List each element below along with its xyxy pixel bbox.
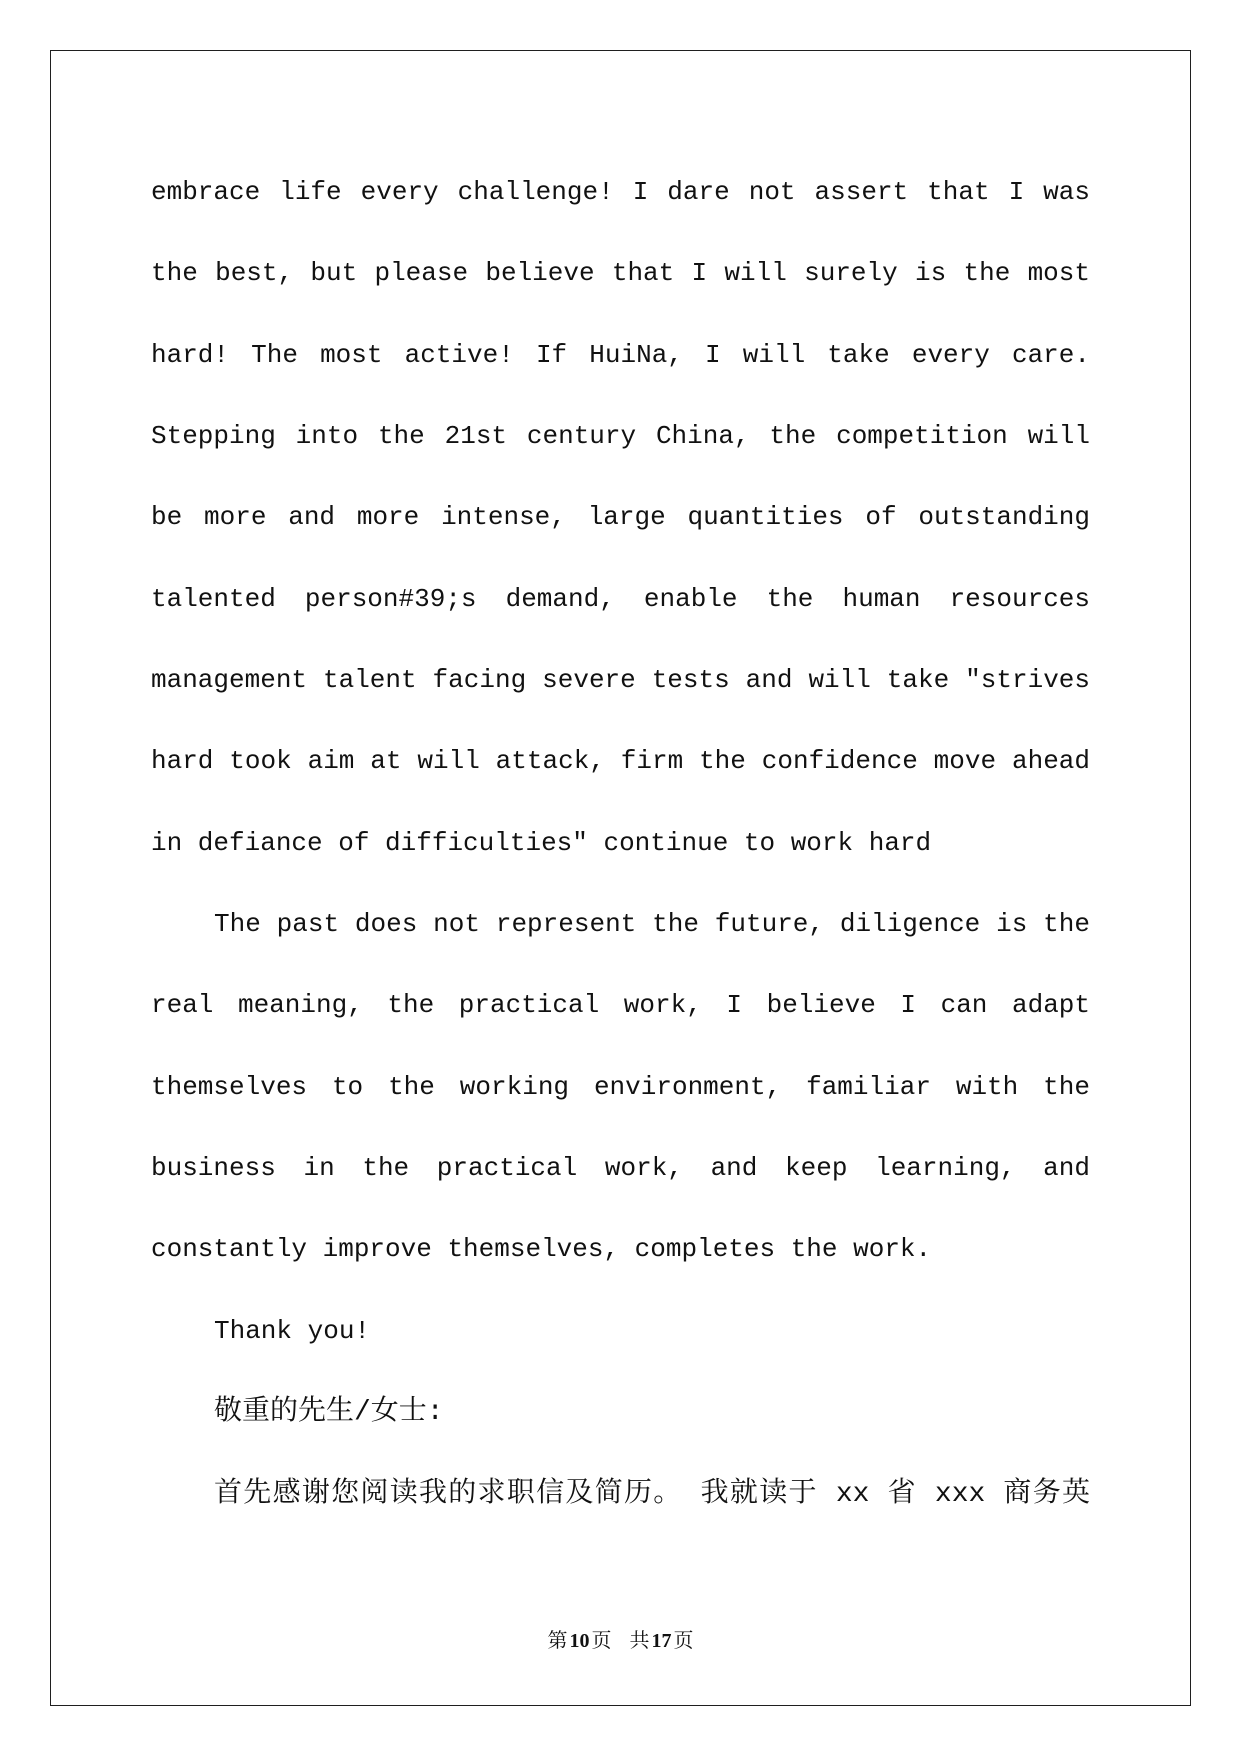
text-line: The past does not represent the future, diligence is the bbox=[214, 909, 1090, 940]
text-line: business in the practical work, and keep learning, and bbox=[151, 1153, 1090, 1184]
text-line: be more and more intense, large quantities of outstanding bbox=[151, 502, 1090, 533]
text-line: Stepping into the 21st century China, the competition will bbox=[151, 421, 1090, 452]
paragraph bbox=[151, 1454, 1090, 1535]
paragraph bbox=[151, 152, 1090, 884]
current-page-indicator bbox=[548, 1630, 612, 1652]
text-line: talented person#39;s demand, enable the human resources bbox=[151, 583, 1090, 614]
document-body bbox=[151, 152, 1090, 1535]
paragraph bbox=[151, 884, 1090, 1291]
text-line: real meaning, the practical work, I believe I can adapt bbox=[151, 990, 1090, 1021]
text-line: constantly improve themselves, completes the work. bbox=[151, 1234, 932, 1265]
text-line: in defiance of difficulties" continue to work hard bbox=[151, 827, 932, 858]
current-page-number: 10 bbox=[569, 1630, 590, 1652]
total-pages-number: 17 bbox=[651, 1630, 672, 1652]
paragraph bbox=[151, 1291, 1090, 1372]
text-line: hard took aim at will attack, firm the confidence move ahead bbox=[151, 746, 1090, 777]
total-pages-indicator bbox=[630, 1630, 694, 1652]
salutation-line: 敬重的先生/女士: bbox=[214, 1397, 444, 1429]
text-line: management talent facing severe tests and will take "strives bbox=[151, 665, 1090, 696]
total-pages-suffix: 页 bbox=[673, 1630, 694, 1652]
text-line: 首先感谢您阅读我的求职信及简历。 我就读于 xx 省 xxx 商务英 bbox=[214, 1478, 1090, 1510]
text-line: the best, but please believe that I will surely is the most bbox=[151, 258, 1090, 289]
text-line: embrace life every challenge! I dare not assert that I was bbox=[151, 177, 1090, 207]
closing-line: Thank you! bbox=[214, 1315, 371, 1346]
current-page-prefix: 第 bbox=[547, 1630, 568, 1652]
current-page-suffix: 页 bbox=[591, 1630, 612, 1652]
text-line: themselves to the working environment, familiar with the bbox=[151, 1071, 1090, 1102]
total-pages-prefix: 共 bbox=[629, 1630, 650, 1652]
text-line: hard! The most active! If HuiNa, I will take every care. bbox=[151, 339, 1090, 370]
paragraph bbox=[151, 1372, 1090, 1453]
page-footer bbox=[0, 1629, 1241, 1653]
